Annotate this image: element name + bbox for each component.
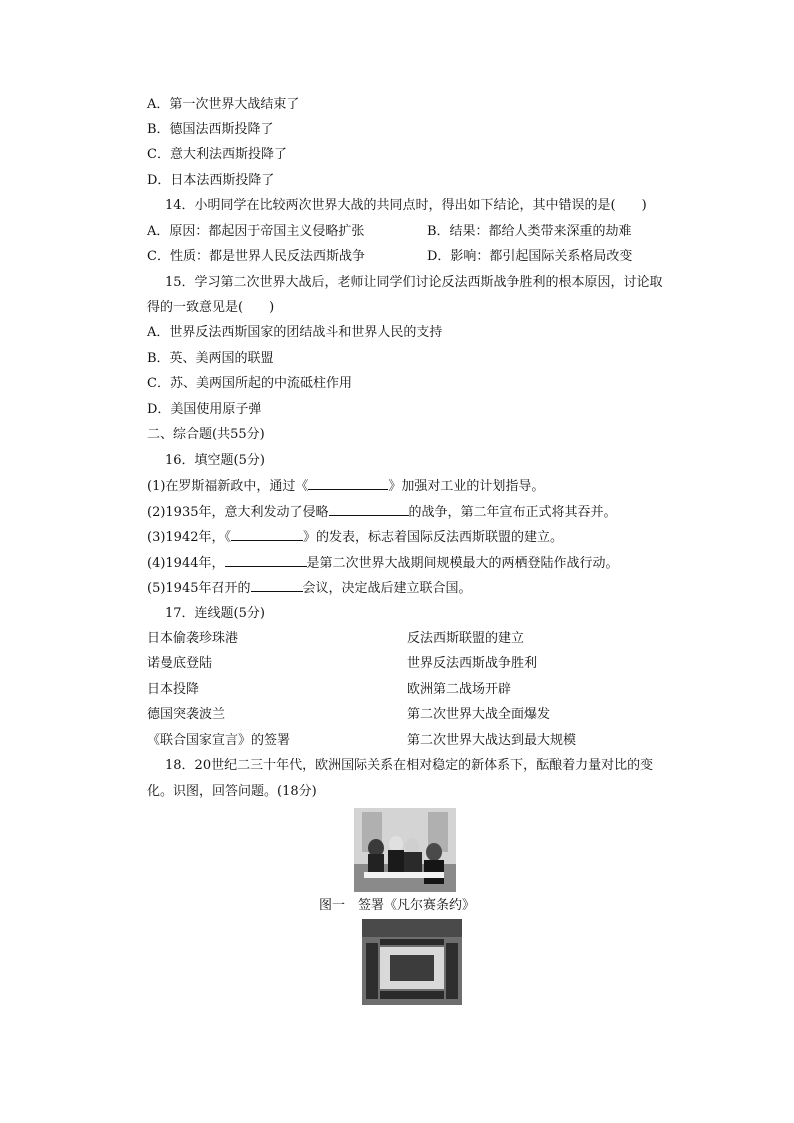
q15-option-c: C．苏、美两国所起的中流砥柱作用 [147,376,352,391]
q13-option-d: D．日本法西斯投降了 [147,173,275,188]
blank-1[interactable] [308,477,388,490]
q15-option-d: D．美国使用原子弹 [147,402,262,417]
q18-stem-line2: 化。识图，回答问题。(18分) [147,784,317,799]
q14-stem: 14．小明同学在比较两次世界大战的共同点时，得出如下结论，其中错误的是( ) [165,198,647,213]
section-heading: 二、综合题(共55分) [147,427,265,442]
blank-4[interactable] [225,554,307,567]
q15-option-a: A．世界反法西斯国家的团结战斗和世界人民的支持 [147,325,443,340]
q16-item-2 [147,503,617,522]
q16-item-5-prefix: (5)1945年召开的 [147,581,251,596]
q16-title: 16．填空题(5分) [165,453,265,468]
q17-title: 17．连线题(5分) [165,606,265,621]
q16-item-4 [147,554,619,573]
blank-2[interactable] [329,503,409,516]
q13-option-c: C．意大利法西斯投降了 [147,147,287,162]
q16-item-2-suffix: 的战争，第二年宣布正式将其吞并。 [408,505,617,520]
q13-option-b: B．德国法西斯投降了 [147,122,274,137]
q17-left-3[interactable]: 日本投降 [147,682,200,697]
q16-item-3-suffix: 》的发表，标志着国际反法西斯联盟的建立。 [303,530,564,545]
q16-item-1-suffix: 》加强对工业的计划指导。 [388,479,545,494]
q16-item-4-suffix: 是第二次世界大战期间规模最大的两栖登陆作战行动。 [306,556,619,571]
q17-right-5[interactable]: 第二次世界大战达到最大规模 [407,733,577,748]
q17-left-1[interactable]: 日本偷袭珍珠港 [147,631,239,646]
q15-stem-line1: 15．学习第二次世界大战后，老师让同学们讨论反法西斯战争胜利的根本原因，讨论取 [165,275,663,290]
q17-left-2[interactable]: 诺曼底登陆 [147,656,213,671]
q16-item-2-prefix: (2)1935年，意大利发动了侵略 [147,505,329,520]
q17-right-3[interactable]: 欧洲第二战场开辟 [407,682,512,697]
blank-5[interactable] [251,579,303,592]
q16-item-1 [147,477,544,496]
blank-3[interactable] [231,528,303,541]
q14-option-a: A．原因：都起因于帝国主义侵略扩张 [147,224,365,239]
q13-option-a: A．第一次世界大战结束了 [147,97,300,112]
figure-2-photo [362,919,462,1005]
q14-option-b: B．结果：都给人类带来深重的劫难 [427,224,632,239]
figure-1-caption: 图一 签署《凡尔赛条约》 [318,898,475,913]
q14-option-d: D．影响：都引起国际关系格局改变 [427,249,633,264]
q18-stem-line1: 18．20世纪二三十年代，欧洲国际关系在相对稳定的新体系下，酝酿着力量对比的变 [165,758,654,773]
q16-item-3 [147,528,563,547]
q15-option-b: B．英、美两国的联盟 [147,351,274,366]
q15-stem-line2: 得的一致意见是( ) [147,300,275,315]
q14-option-c: C．性质：都是世界人民反法西斯战争 [147,249,365,264]
q16-item-5 [147,579,472,598]
figure-1-photo [354,808,456,892]
q16-item-1-prefix: (1)在罗斯福新政中，通过《 [147,479,309,494]
q17-right-4[interactable]: 第二次世界大战全面爆发 [407,707,551,722]
q16-item-4-prefix: (4)1944年， [147,556,225,571]
q16-item-5-suffix: 会议，决定战后建立联合国。 [302,581,472,596]
q17-left-4[interactable]: 德国突袭波兰 [147,707,226,722]
q17-right-2[interactable]: 世界反法西斯战争胜利 [407,656,538,671]
q16-item-3-prefix: (3)1942年，《 [147,530,231,545]
q17-left-5[interactable]: 《联合国家宣言》的签署 [147,733,291,748]
q17-right-1[interactable]: 反法西斯联盟的建立 [407,631,525,646]
